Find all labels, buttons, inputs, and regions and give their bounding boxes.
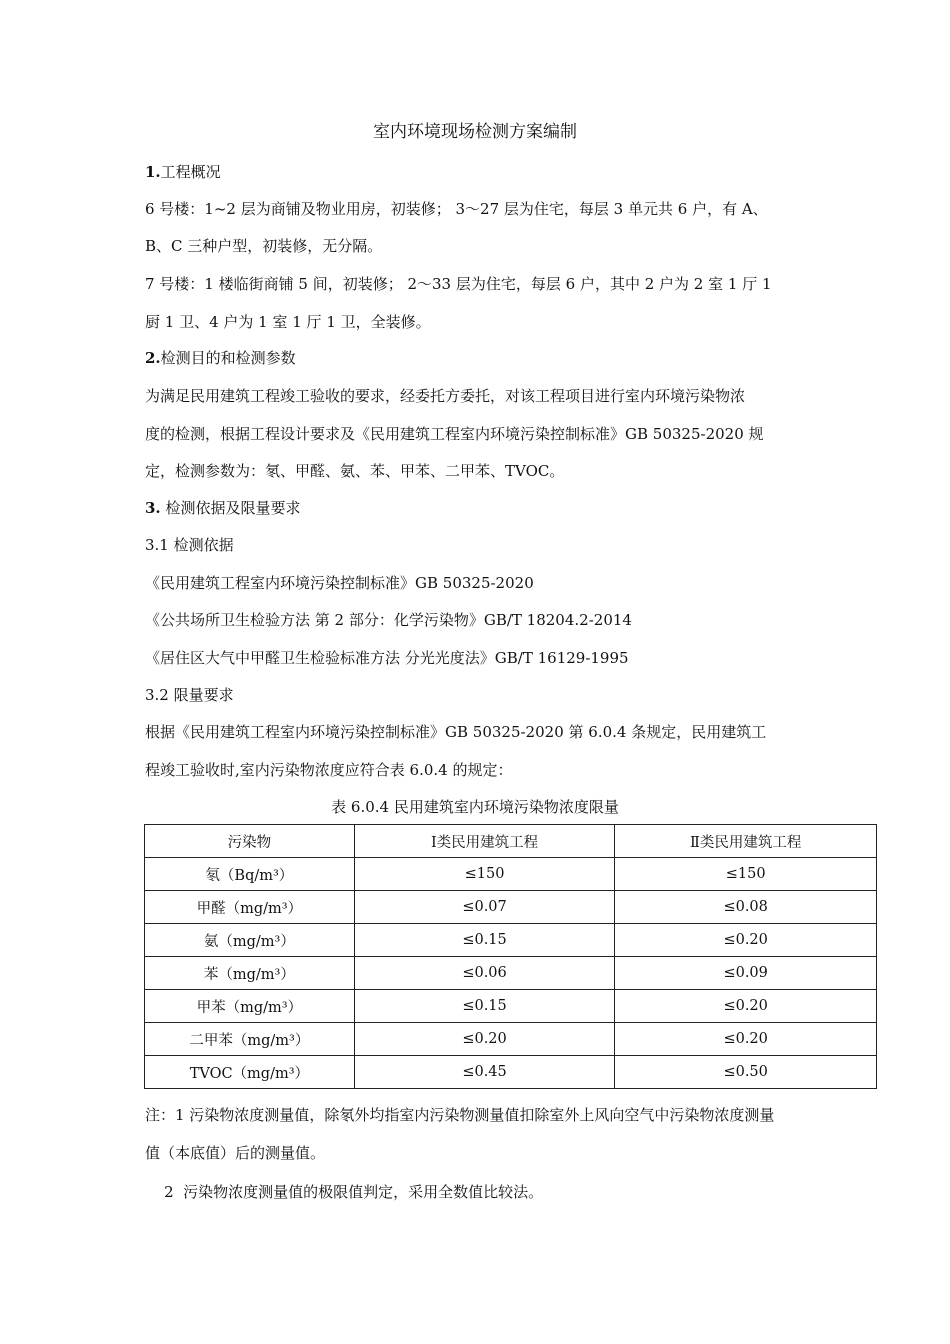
- table-cell: 甲醛（mg/m³）: [145, 891, 355, 924]
- section-2-paragraph-line-1: 为满足民用建筑工程竣工验收的要求，经委托方委托，对该工程项目进行室内环境污染物浓: [145, 387, 746, 405]
- table-header-row: [145, 825, 877, 858]
- reference-3: 《居住区大气中甲醛卫生检验标准方法 分光光度法》GB/T 16129-1995: [145, 649, 629, 667]
- section-3-paragraph-line-2: 程竣工验收时,室内污染物浓度应符合表 6.0.4 的规定：: [145, 761, 513, 779]
- table-cell: 二甲苯（mg/m³）: [145, 1023, 355, 1056]
- section-1-number: 1.: [145, 163, 161, 181]
- table-row: [145, 957, 877, 990]
- note-line-3: 2 污染物浓度测量值的极限值判定，采用全数值比较法。: [145, 1183, 544, 1201]
- section-2-heading: [145, 346, 815, 370]
- subsection-3-1-heading: 3.1 检测依据: [145, 536, 234, 554]
- section-1-paragraph-2-line-2: 厨 1 卫、4 户为 1 室 1 厅 1 卫，全装修。: [145, 313, 431, 331]
- table-header-cell: Ⅱ类民用建筑工程: [615, 825, 877, 858]
- table-cell: ≤0.20: [615, 924, 877, 957]
- table-cell: 苯（mg/m³）: [145, 957, 355, 990]
- table-cell: ≤0.09: [615, 957, 877, 990]
- note-line-1: 注：1 污染物浓度测量值，除氡外均指室内污染物测量值扣除室外上风向空气中污染物浓度测量: [145, 1106, 775, 1124]
- table-cell: TVOC（mg/m³）: [145, 1056, 355, 1089]
- table-cell: 氡（Bq/m³）: [145, 858, 355, 891]
- document-title: 室内环境现场检测方案编制: [373, 122, 577, 142]
- table-cell: ≤150: [354, 858, 615, 891]
- subsection-3-2-heading: 3.2 限量要求: [145, 686, 234, 704]
- table-cell: ≤0.50: [615, 1056, 877, 1089]
- reference-2: 《公共场所卫生检验方法 第 2 部分：化学污染物》GB/T 18204.2-2014: [145, 611, 632, 629]
- section-1-paragraph-1-line-2: B、C 三种户型，初装修，无分隔。: [145, 237, 383, 255]
- table-header-cell: 污染物: [145, 825, 355, 858]
- section-1-heading: [145, 160, 815, 184]
- section-3-title: 检测依据及限量要求: [160, 499, 301, 517]
- reference-1: 《民用建筑工程室内环境污染控制标准》GB 50325-2020: [145, 574, 534, 592]
- table-row: [145, 858, 877, 891]
- table-row: [145, 1056, 877, 1089]
- table-cell: ≤0.15: [354, 924, 615, 957]
- table-row: [145, 990, 877, 1023]
- table-row: [145, 1023, 877, 1056]
- table-cell: ≤0.07: [354, 891, 615, 924]
- table-row: [145, 924, 877, 957]
- table-row: [145, 891, 877, 924]
- table-cell: ≤0.45: [354, 1056, 615, 1089]
- table-header-cell: Ⅰ类民用建筑工程: [354, 825, 615, 858]
- section-2-number: 2.: [145, 349, 161, 367]
- table-cell: ≤0.20: [615, 1023, 877, 1056]
- table-cell: 甲苯（mg/m³）: [145, 990, 355, 1023]
- section-1-paragraph-2-line-1: 7 号楼：1 楼临街商铺 5 间，初装修； 2～33 层为住宅，每层 6 户，其中 2 户为 2 室 1 厅 1: [145, 275, 772, 293]
- section-3-heading: [145, 496, 815, 520]
- section-3-paragraph-line-1: 根据《民用建筑工程室内环境污染控制标准》GB 50325-2020 第 6.0.4 条规定，民用建筑工: [145, 723, 767, 741]
- section-2-paragraph-line-2: 度的检测，根据工程设计要求及《民用建筑工程室内环境污染控制标准》GB 50325-2020 规: [145, 425, 764, 443]
- section-3-number: 3.: [145, 499, 161, 517]
- section-1-title: 工程概况: [160, 163, 221, 181]
- pollutant-limits-table: [144, 824, 877, 1089]
- section-2-title: 检测目的和检测参数: [160, 349, 296, 367]
- section-2-paragraph-line-3: 定，检测参数为：氡、甲醛、氨、苯、甲苯、二甲苯、TVOC。: [145, 462, 565, 480]
- table-cell: ≤0.15: [354, 990, 615, 1023]
- note-line-2: 值（本底值）后的测量值。: [145, 1144, 326, 1162]
- section-1-paragraph-1-line-1: 6 号楼：1~2 层为商铺及物业用房，初装修； 3～27 层为住宅，每层 3 单元共 6 户，有 A、: [145, 200, 768, 218]
- table-cell: ≤0.20: [615, 990, 877, 1023]
- table-cell: ≤150: [615, 858, 877, 891]
- table-caption: 表 6.0.4 民用建筑室内环境污染物浓度限量: [331, 798, 619, 816]
- table-cell: ≤0.20: [354, 1023, 615, 1056]
- table-cell: 氨（mg/m³）: [145, 924, 355, 957]
- table-cell: ≤0.08: [615, 891, 877, 924]
- table-cell: ≤0.06: [354, 957, 615, 990]
